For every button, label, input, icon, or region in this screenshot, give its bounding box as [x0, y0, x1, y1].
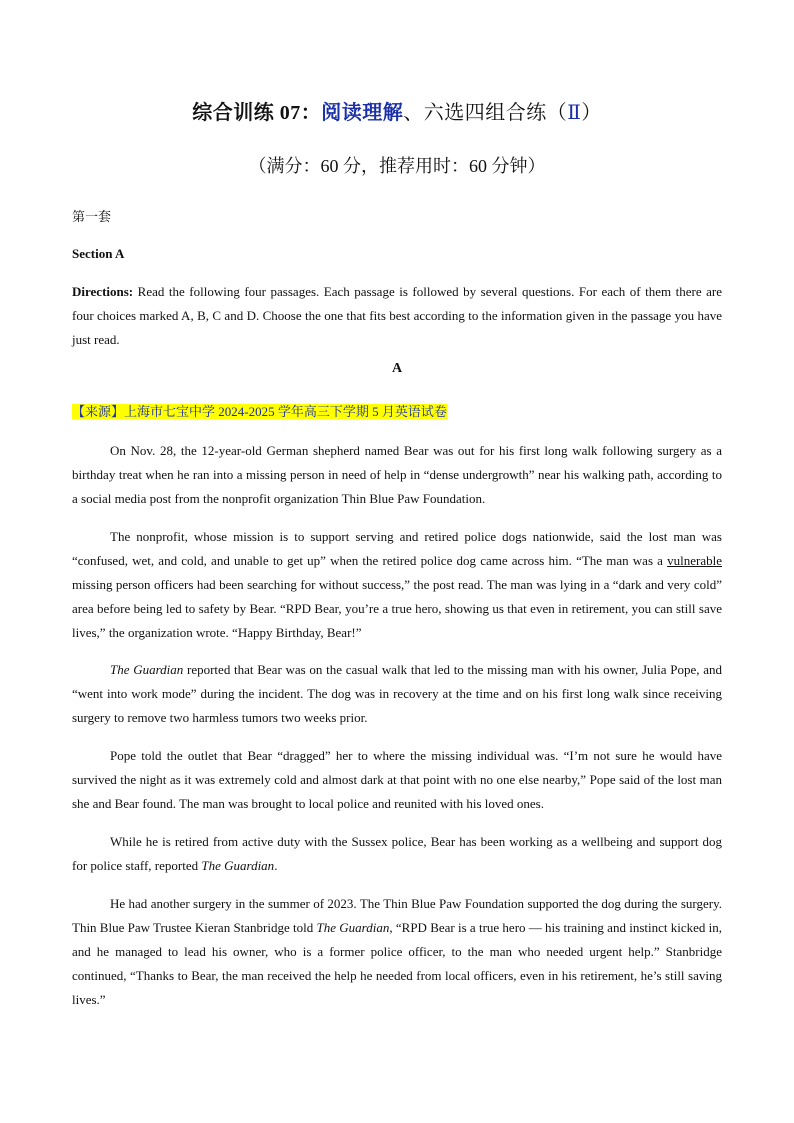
section-label: Section A — [72, 246, 125, 261]
title-part-5: ） — [581, 102, 602, 124]
paragraph-2 — [72, 525, 722, 645]
source-text: 【来源】上海市七宝中学 2024-2025 学年高三下学期 5 月英语试卷 — [72, 404, 447, 419]
title-part-3: 、六选四组合练（ — [403, 102, 568, 124]
page-title — [0, 96, 794, 125]
directions — [72, 280, 722, 352]
passage-letter: A — [391, 361, 403, 376]
paragraph-5-text-b: . — [274, 858, 278, 873]
paragraph-4: Pope told the outlet that Bear “dragged” her to where the missing individual was. “I’m not sure he would have survived the night as it was extremely cold and almost dark at that point with no one else nearby,” Pope said of the lost man she and Bear found. The man was brought to local police and reunited with his loved ones. — [72, 748, 722, 811]
source-line — [72, 401, 447, 420]
set-label: 第一套 — [72, 209, 112, 224]
page-subtitle: （满分：60 分，推荐用时：60 分钟） — [248, 156, 546, 176]
paragraph-5-text-a: While he is retired from active duty with the Sussex police, Bear has been working as a wellbeing and support dog for police staff, reported — [72, 834, 722, 873]
directions-label: Directions: — [72, 284, 134, 299]
paragraph-3 — [72, 658, 722, 730]
paragraph-3-text: reported that Bear was on the casual walk that led to the missing man with his owner, Julia Pope, and “went into work mode” during the incident. The dog was in recovery at the time and on his first long walk since receiving surgery to remove two harmless tumors two weeks prior. — [72, 662, 722, 725]
paragraph-2-text-b: missing person officers had been searching for without success,” the post read. The man was lying in a “dark and very cold” area before being led to safety by Bear. “RPD Bear, you’re a true hero, showing us that even in retirement, you can still save lives,” the organization wrote. “Happy Birthday, Bear!” — [72, 577, 722, 640]
paragraph-5 — [72, 830, 722, 878]
paragraph-6-text-a: He had another surgery in the summer of 2023. The Thin Blue Paw Foundation supported the dog during the surgery. Thin Blue Paw Trustee Kieran Stanbridge told — [72, 896, 722, 935]
title-part-2: 阅读理解 — [321, 102, 404, 124]
paragraph-3-publication: The Guardian — [110, 662, 184, 677]
title-part-1: 综合训练 07： — [192, 102, 322, 124]
underlined-word: vulnerable — [667, 553, 722, 568]
paragraph-2-text-a: The nonprofit, whose mission is to support serving and retired police dogs nationwide, said the lost man was “confused, wet, and cold, and unable to get up” when the retired police dog came across him. “The man was a — [72, 529, 722, 568]
directions-text: Read the following four passages. Each passage is followed by several questions. For each of them there are four choices marked A, B, C and D. Choose the one that fits best according to the information given in the passage you have just read. — [72, 284, 722, 347]
paragraph-5-publication: The Guardian — [201, 858, 275, 873]
title-part-4: Ⅱ — [567, 102, 582, 124]
paragraph-1: On Nov. 28, the 12-year-old German shepherd named Bear was out for his first long walk following surgery as a birthday treat when he ran into a missing person in need of help in “dense undergrowth” near his walking path, according to a social media post from the nonprofit organization Thin Blue Paw Foundation. — [72, 443, 722, 506]
paragraph-6 — [72, 892, 722, 1012]
paragraph-6-text-b: , “RPD Bear is a true hero — his training and instinct kicked in, and he managed to lead his owner, who is a former police officer, to the man who needed urgent help.” Stanbridge continued, “Thanks to Bear, the man received the help he needed from local officers, even in his retirement, he’s still saving lives.” — [72, 920, 723, 1007]
paragraph-6-publication: The Guardian — [316, 920, 390, 935]
